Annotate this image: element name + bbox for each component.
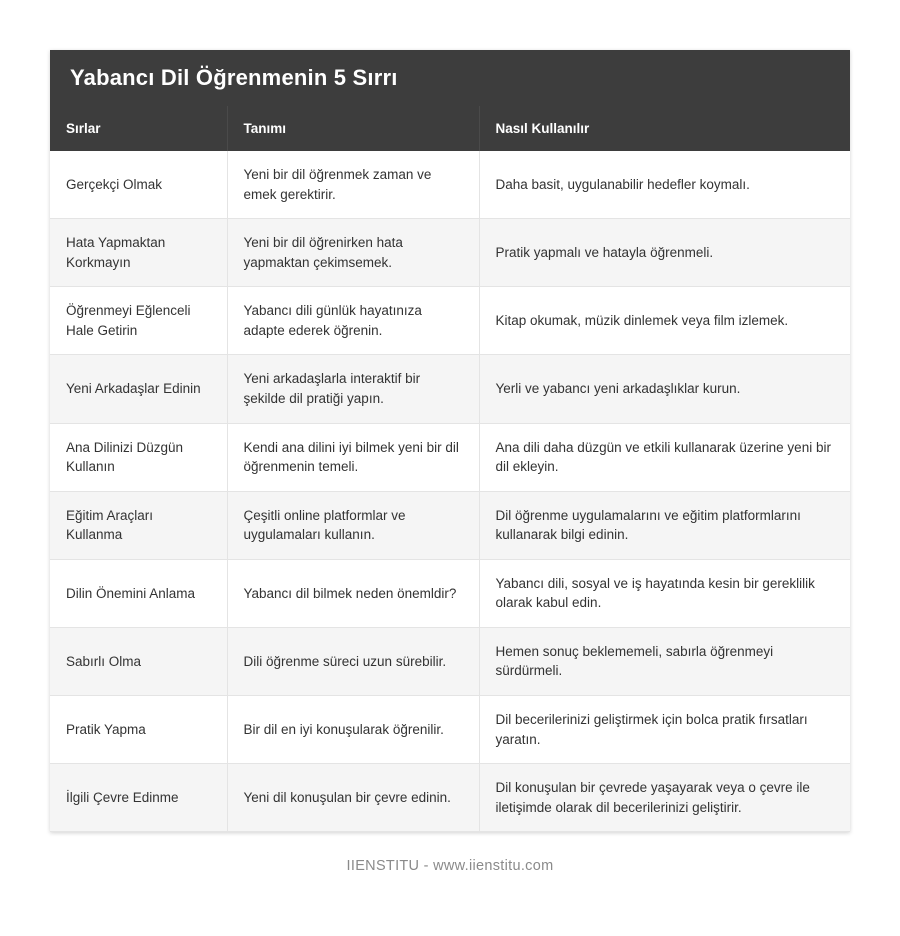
cell-definition: Yeni dil konuşulan bir çevre edinin. [227,764,479,832]
cell-definition: Kendi ana dilini iyi bilmek yeni bir dil öğrenmenin temeli. [227,423,479,491]
secrets-table [50,106,850,832]
cell-secret: Dilin Önemini Anlama [50,559,227,627]
table-row [50,559,850,627]
cell-definition: Yabancı dili günlük hayatınıza adapte ederek öğrenin. [227,287,479,355]
cell-usage: Dil konuşulan bir çevrede yaşayarak veya o çevre ile iletişimde olarak dil becerilerinizi geliştirir. [479,764,850,832]
column-header-usage: Nasıl Kullanılır [479,106,850,151]
cell-secret: Ana Dilinizi Düzgün Kullanın [50,423,227,491]
footer-attribution: IIENSTITU - www.iienstitu.com [346,858,554,875]
cell-definition: Dili öğrenme süreci uzun sürebilir. [227,627,479,695]
cell-secret: Gerçekçi Olmak [50,151,227,219]
cell-secret: Pratik Yapma [50,696,227,764]
cell-secret: İlgili Çevre Edinme [50,764,227,832]
cell-usage: Yabancı dili, sosyal ve iş hayatında kesin bir gereklilik olarak kabul edin. [479,559,850,627]
table-row [50,355,850,423]
cell-definition: Çeşitli online platformlar ve uygulamaları kullanın. [227,491,479,559]
cell-usage: Hemen sonuç beklememeli, sabırla öğrenmeyi sürdürmeli. [479,627,850,695]
cell-secret: Yeni Arkadaşlar Edinin [50,355,227,423]
cell-usage: Dil öğrenme uygulamalarını ve eğitim platformlarını kullanarak bilgi edinin. [479,491,850,559]
cell-definition: Yeni bir dil öğrenirken hata yapmaktan çekimsemek. [227,219,479,287]
column-header-secrets: Sırlar [50,106,227,151]
cell-usage: Ana dili daha düzgün ve etkili kullanarak üzerine yeni bir dil ekleyin. [479,423,850,491]
cell-usage: Pratik yapmalı ve hatayla öğrenmeli. [479,219,850,287]
page-title: Yabancı Dil Öğrenmenin 5 Sırrı [70,65,398,90]
table-row [50,764,850,832]
cell-usage: Kitap okumak, müzik dinlemek veya film izlemek. [479,287,850,355]
column-header-definition: Tanımı [227,106,479,151]
content-card [50,50,850,832]
cell-secret: Öğrenmeyi Eğlenceli Hale Getirin [50,287,227,355]
title-bar [50,50,850,106]
table-row [50,151,850,219]
table-row [50,287,850,355]
cell-usage: Daha basit, uygulanabilir hedefler koymalı. [479,151,850,219]
cell-secret: Eğitim Araçları Kullanma [50,491,227,559]
cell-usage: Dil becerilerinizi geliştirmek için bolca pratik fırsatları yaratın. [479,696,850,764]
table-row [50,627,850,695]
cell-usage: Yerli ve yabancı yeni arkadaşlıklar kurun. [479,355,850,423]
table-header [50,106,850,151]
table-header-row [50,106,850,151]
table-row [50,696,850,764]
table-row [50,423,850,491]
cell-definition: Bir dil en iyi konuşularak öğrenilir. [227,696,479,764]
cell-definition: Yeni bir dil öğrenmek zaman ve emek gerektirir. [227,151,479,219]
cell-secret: Sabırlı Olma [50,627,227,695]
cell-secret: Hata Yapmaktan Korkmayın [50,219,227,287]
cell-definition: Yeni arkadaşlarla interaktif bir şekilde dil pratiği yapın. [227,355,479,423]
table-row [50,219,850,287]
table-row [50,491,850,559]
table-body [50,151,850,832]
cell-definition: Yabancı dil bilmek neden önemldir? [227,559,479,627]
